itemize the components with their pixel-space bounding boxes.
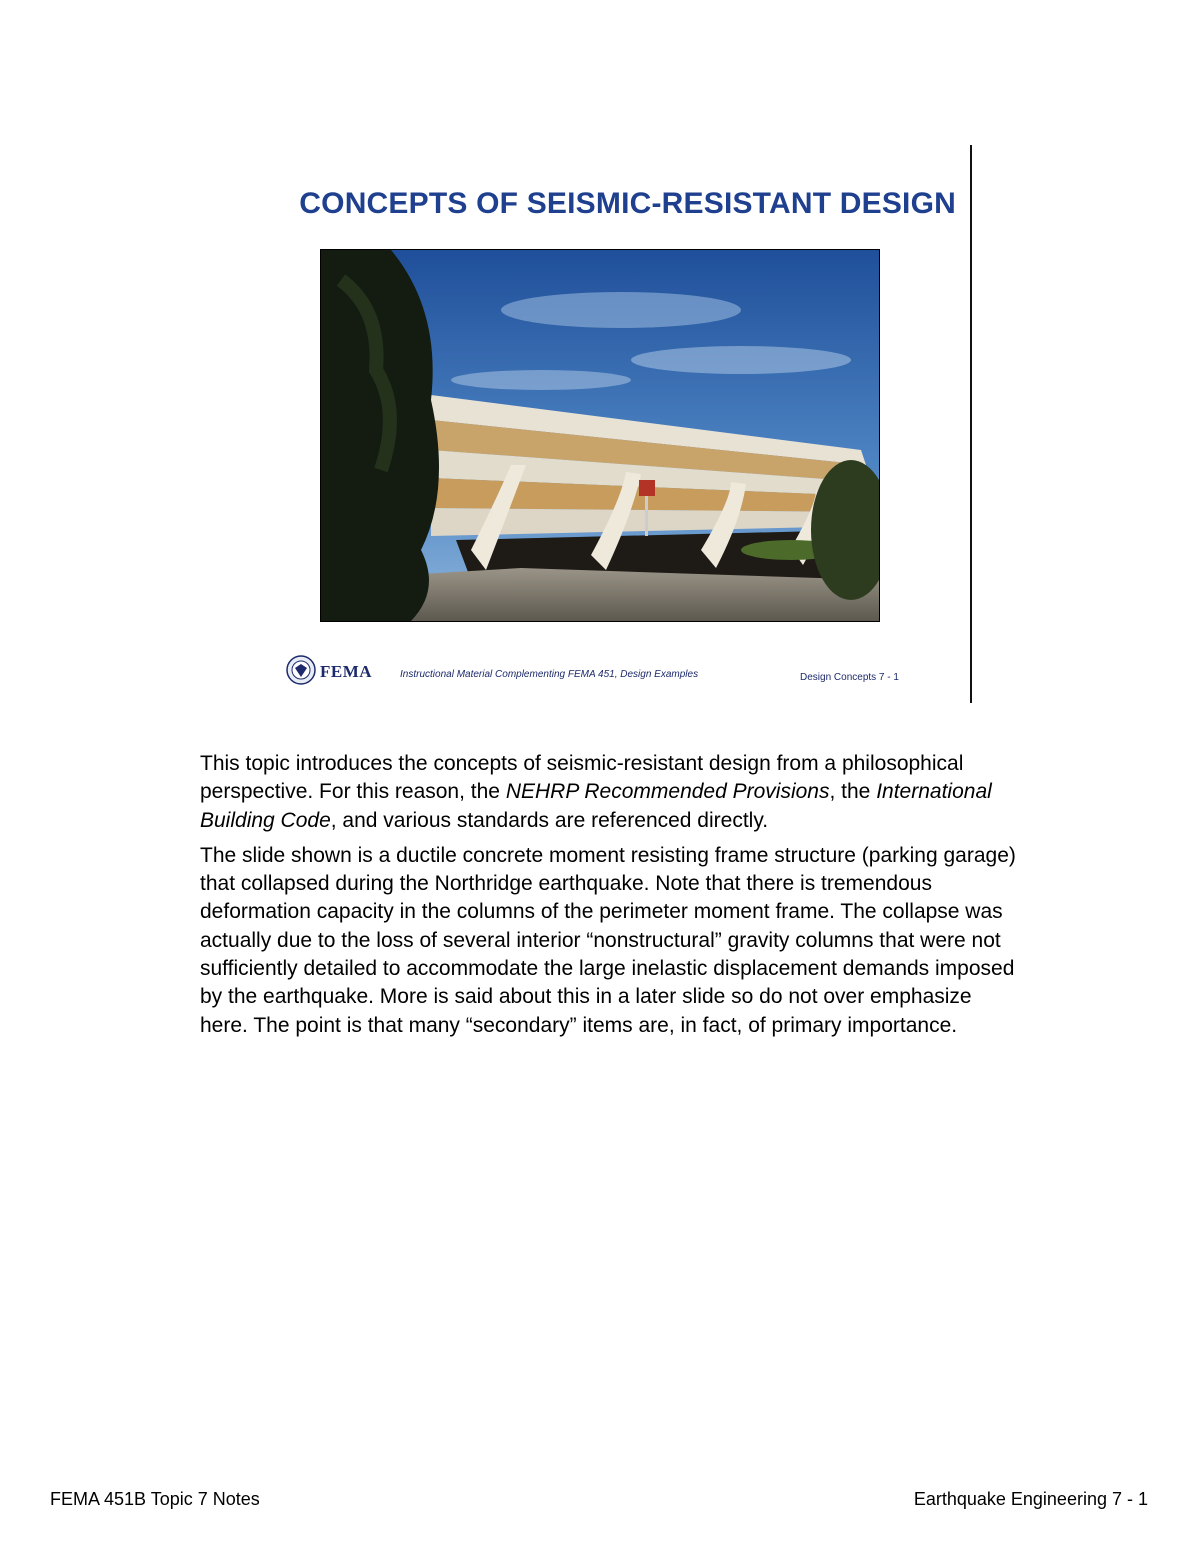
page-footer-left: FEMA 451B Topic 7 Notes — [50, 1489, 260, 1509]
fema-logo-text: FEMA — [320, 662, 373, 681]
speaker-notes — [200, 750, 1020, 1047]
slide-footer — [284, 653, 924, 693]
notes-paragraph-1 — [200, 750, 1020, 835]
page-footer-right: Earthquake Engineering 7 - 1 — [913, 1489, 1148, 1509]
notes-text-run: , and various standards are referenced directly. — [330, 808, 769, 832]
dhs-seal-icon — [286, 655, 316, 685]
italic-reference: NEHRP Recommended Provisions — [505, 780, 830, 804]
notes-text-run: , the — [829, 780, 877, 804]
notes-paragraph-2: The slide shown is a ductile concrete moment resisting frame structure (parking garage) that collapsed during the Northridge earthquake. Note that there is tremendous deformation capacity in the columns of the perimeter moment frame. The collapse was actually due to the loss of several interior “nonstructural” gravity columns that were not sufficiently detailed to accommodate the large inelastic displacement demands imposed by the earthquake. More is said about this in a later slide so do not over emphasize here. The point is that many “secondary” items are, in fact, of primary importance. — [200, 843, 1016, 1037]
slide-title: CONCEPTS OF SEISMIC-RESISTANT DESIGN — [299, 187, 956, 220]
margin-rule — [970, 145, 972, 703]
slide-footer-caption: Instructional Material Complementing FEMA 451, Design Examples — [400, 669, 699, 680]
garage-collapse-photo — [320, 249, 880, 622]
italic-reference: International Building Code — [200, 780, 992, 832]
slide-number: Design Concepts 7 - 1 — [800, 672, 899, 683]
notes-text-run: This topic introduces the concepts of seismic-resistant design from a philosophical perspective. For this reason, the — [200, 752, 964, 804]
